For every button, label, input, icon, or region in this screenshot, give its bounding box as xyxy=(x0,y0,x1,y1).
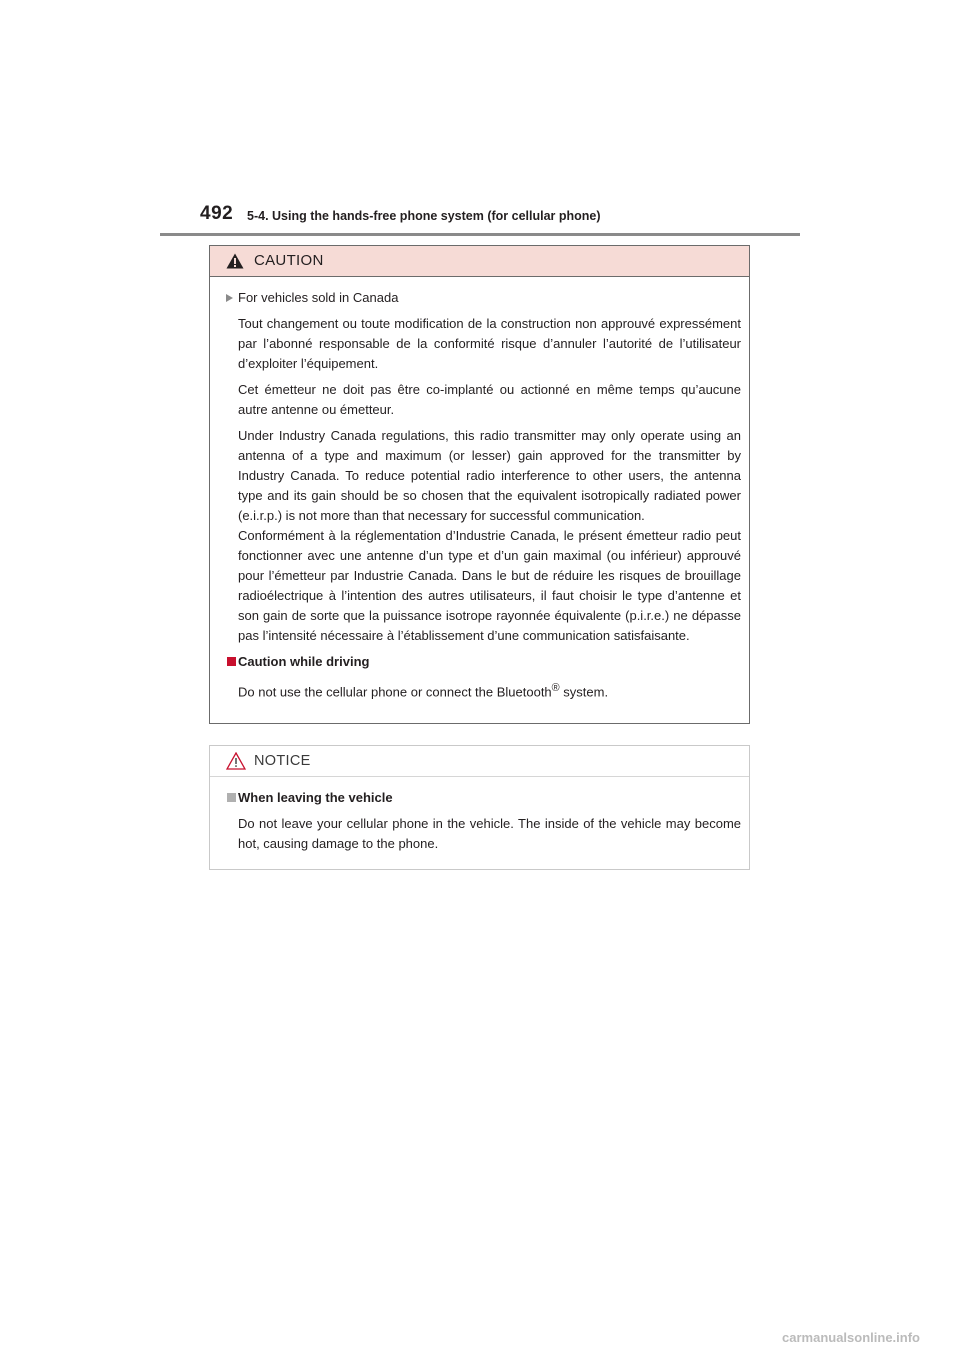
caution-item-canada xyxy=(228,288,741,646)
caution-paragraph xyxy=(238,678,741,702)
notice-paragraph: Do not leave your cellular phone in the vehicle. The inside of the vehicle may become hot, causing damage to the phone. xyxy=(238,816,741,851)
caution-label: CAUTION xyxy=(254,252,324,269)
caution-paragraph: Tout changement ou toute modification de la construction non approuvé expressément par l’abonné responsable de la conformité risque d’annuler l’autorité de l’utilisateur d’exploiter l’équipement. xyxy=(238,316,741,371)
header-rule xyxy=(160,233,800,236)
page-header xyxy=(160,203,800,239)
section-title: 5-4. Using the hands-free phone system (for cellular phone) xyxy=(247,209,601,223)
square-bullet-icon xyxy=(227,793,236,802)
text-segment: system. xyxy=(559,684,609,700)
notice-header xyxy=(210,746,749,777)
caution-box xyxy=(209,245,750,724)
caution-paragraph: Under Industry Canada regulations, this radio transmitter may only operate using an antenna of a type and maximum (or lesser) gain approved for the transmitter by Industry Canada. To reduce potential radio interference to other users, the antenna type and its gain should be so chosen that the equivalent isotropically radiated power (e.i.r.p.) is not more than that necessary for successful communication. xyxy=(238,428,741,523)
caution-paragraph: Cet émetteur ne doit pas être co-implanté ou actionné en même temps qu’aucune autre antenne ou émetteur. xyxy=(238,382,741,417)
arrow-bullet-icon xyxy=(226,294,233,302)
registered-mark: ® xyxy=(551,682,560,694)
notice-box xyxy=(209,745,750,870)
caution-header xyxy=(210,246,749,277)
item-heading: When leaving the vehicle xyxy=(238,790,393,805)
caution-item-driving xyxy=(228,652,741,702)
watermark: carmanualsonline.info xyxy=(782,1330,920,1345)
item-heading: Caution while driving xyxy=(238,654,370,669)
warning-triangle-icon xyxy=(226,253,244,269)
page-number: 492 xyxy=(200,203,234,224)
notice-body xyxy=(228,788,741,854)
notice-triangle-icon xyxy=(226,752,246,770)
square-bullet-icon xyxy=(227,657,236,666)
caution-paragraph: Conformément à la réglementation d’Industrie Canada, le présent émetteur radio peut fonctionner avec une antenne d’un type et d’un gain maximal (ou inférieur) approuvé pour l’émetteur par Industrie Canada. Dans le but de réduire les risques de brouillage radioélectrique à l’intention des autres utilisateurs, il faut choisir le type d’antenne et son gain de sorte que la puissance isotrope rayonnée équivalente (p.i.r.e.) ne dépasse pas l’intensité nécessaire à l’établissement d’une communication satisfaisante. xyxy=(238,528,741,643)
text-segment: Do not use the cellular phone or connect the Bluetooth xyxy=(238,684,552,700)
notice-item-leaving xyxy=(228,788,741,854)
item-heading: For vehicles sold in Canada xyxy=(238,290,399,305)
notice-label: NOTICE xyxy=(254,753,311,769)
caution-body xyxy=(228,288,741,702)
